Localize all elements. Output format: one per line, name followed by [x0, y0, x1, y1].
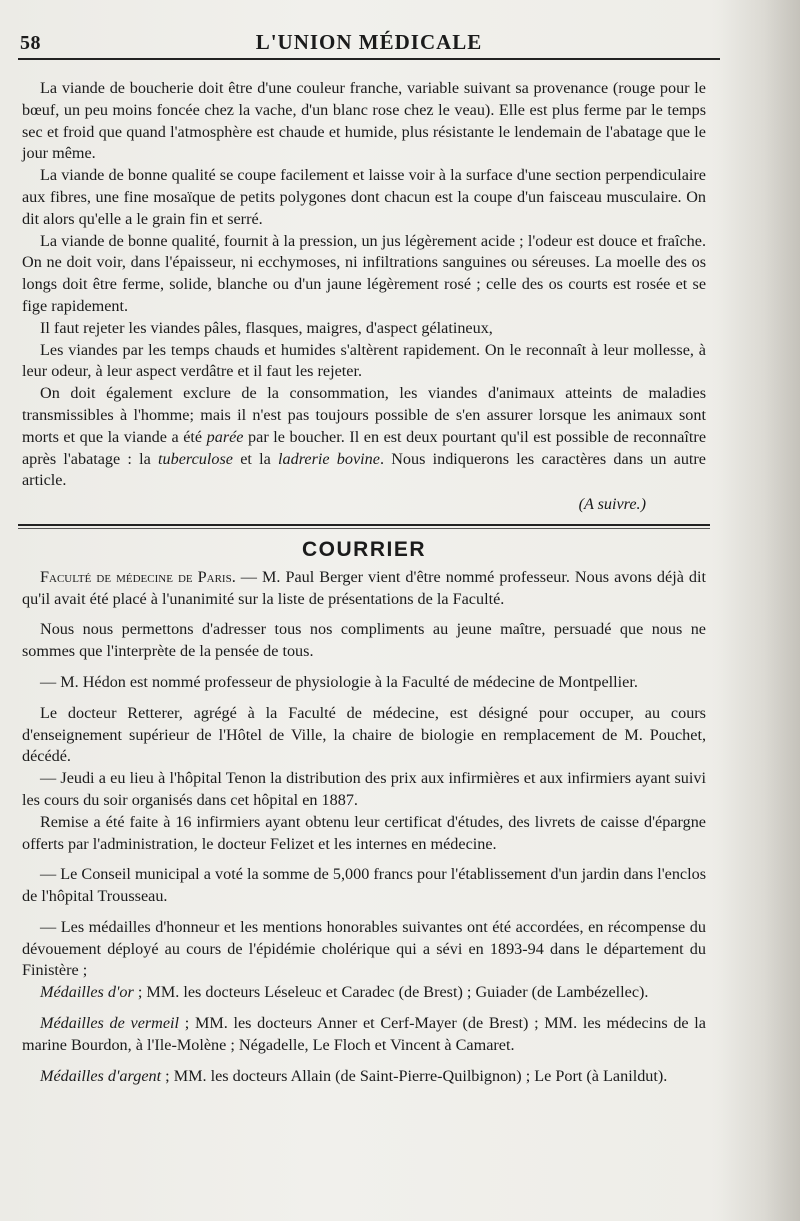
spacer [22, 610, 706, 619]
section-title: COURRIER [301, 537, 426, 561]
text-run: et la [232, 449, 279, 468]
page-content [22, 78, 706, 1087]
page-edge-shadow [710, 0, 800, 1221]
page-header [18, 24, 720, 60]
article-paragraph: La viande de bonne qualité, fournit à la pression, un jus légèrement acide ; l'odeur est douce et fraîche. On ne doit voir, dans l'épaisseur, ni ecchymoses, ni infiltrations sanguines ou séreuses. La moelle des os longs doit être ferme, solide, blanche ou d'un jaune légèrement rosé ; celle des os courts est rosée et se fige rapidement. [22, 231, 706, 315]
article-paragraph: Il faut rejeter les viandes pâles, flasques, maigres, d'aspect gélatineux, [40, 318, 493, 337]
medal-recipients: ; MM. les docteurs Allain (de Saint-Pierre-Quilbignon) ; Le Port (à Lanildut). [161, 1066, 668, 1085]
text-run: . Nous indiquerons les caractères dans un autre article. [22, 449, 706, 490]
news-paragraph: Le docteur Retterer, agrégé à la Faculté de médecine, est désigné pour occuper, au cours d'enseignement supérieur de l'Hôtel de Ville, la chaire de biologie en remplacement de M. Pouchet, décédé. [22, 703, 706, 766]
news-paragraph: Remise a été faite à 16 infirmiers ayant obtenu leur certificat d'études, des livrets de caisse d'épargne offerts par l'administration, le docteur Felizet et les internes en médecine. [22, 812, 706, 853]
text-run: On doit également exclure de la consommation, les viandes d'animaux atteints de maladies transmissibles à l'homme; mais il n'est pas toujours possible de s'en assurer lorsque les animaux sont morts et que la viande a été [22, 384, 706, 446]
article-paragraph: La viande de bonne qualité se coupe facilement et laisse voir à la surface d'une section perpendiculaire aux fibres, une fine mosaïque de petits polygones dont chacun est la coupe d'un faisceau musculaire. On dit alors qu'elle a le grain fin et serré. [22, 166, 706, 228]
spacer [22, 1004, 706, 1013]
news-paragraph: — Jeudi a eu lieu à l'hôpital Tenon la distribution des prix aux infirmières et aux infirmiers ayant suivi les cours du soir organisés dans cet hôpital en 1887. [22, 769, 706, 809]
medal-recipients: ; MM. les docteurs Léseleuc et Caradec (de Brest) ; Guiader (de Lambézellec). [133, 983, 649, 1002]
running-title: L'UNION MÉDICALE [255, 30, 483, 54]
spacer [22, 1057, 706, 1066]
news-paragraph: Nous nous permettons d'adresser tous nos compliments au jeune maître, persuadé que nous ne sommes que l'interprète de la pensée de tous. [22, 620, 706, 661]
news-paragraph: — M. Hédon est nommé professeur de physiologie à la Faculté de médecine de Montpellier. [40, 672, 638, 691]
page-number: 58 [20, 32, 41, 54]
medal-entry [22, 1066, 706, 1088]
medal-label: Médailles d'or [40, 983, 134, 1002]
news-paragraph: — Les médailles d'honneur et les mentions honorables suivantes ont été accordées, en récompense du dévouement déployé au cours de l'épidémie cholérique qui a sévi en 1893-94 dans le département du Finistère ; [22, 917, 706, 980]
article-paragraph: La viande de boucherie doit être d'une couleur franche, variable suivant sa provenance (rouge pour le bœuf, un peu moins foncée chez la vache, d'un blanc rose chez le veau). Elle est plus ferme par le temps sec et froid que quand l'atmosphère est chaude et humide, plus résistante le lendemain de l'abatage que le jour même. [22, 79, 706, 163]
section-divider [18, 524, 710, 529]
text-run: — M. Paul Berger vient d'être nommé professeur. Nous avons déjà dit qu'il avait été placé à l'unanimité sur la liste de présentations de la Faculté. [22, 567, 706, 608]
text-run: par le boucher. Il en est deux pourtant qu'il est possible de reconnaître après l'abatage : la [22, 427, 707, 468]
medal-recipients: ; MM. les docteurs Anner et Cerf-Mayer (de Brest) ; MM. les médecins de la marine Bourdon, à l'Ile-Molène ; Négadelle, Le Floch et Vincent à Camaret. [22, 1014, 706, 1054]
medal-label: Médailles de vermeil [40, 1014, 180, 1033]
to-be-continued: (A suivre.) [578, 495, 646, 514]
spacer [22, 694, 706, 703]
news-heading: Faculté de médecine de Paris. [40, 567, 236, 586]
italic-term: ladrerie bovine [278, 449, 380, 468]
italic-term: tuberculose [158, 449, 233, 468]
news-paragraph: — Le Conseil municipal a voté la somme de 5,000 francs pour l'établissement d'un jardin dans l'enclos de l'hôpital Trousseau. [22, 865, 706, 906]
spacer [22, 908, 706, 917]
spacer [22, 663, 706, 672]
medal-entry [22, 1013, 706, 1057]
medal-entry [22, 982, 706, 1004]
italic-term: parée [206, 427, 244, 446]
medal-label: Médailles d'argent [40, 1066, 162, 1085]
spacer [22, 855, 706, 864]
article-paragraph: Les viandes par les temps chauds et humides s'altèrent rapidement. On le reconnaît à leur mollesse, à leur odeur, à leur aspect verdâtre et il faut les rejeter. [22, 340, 706, 381]
news-paragraph [22, 567, 706, 611]
article-paragraph-last [22, 383, 706, 492]
